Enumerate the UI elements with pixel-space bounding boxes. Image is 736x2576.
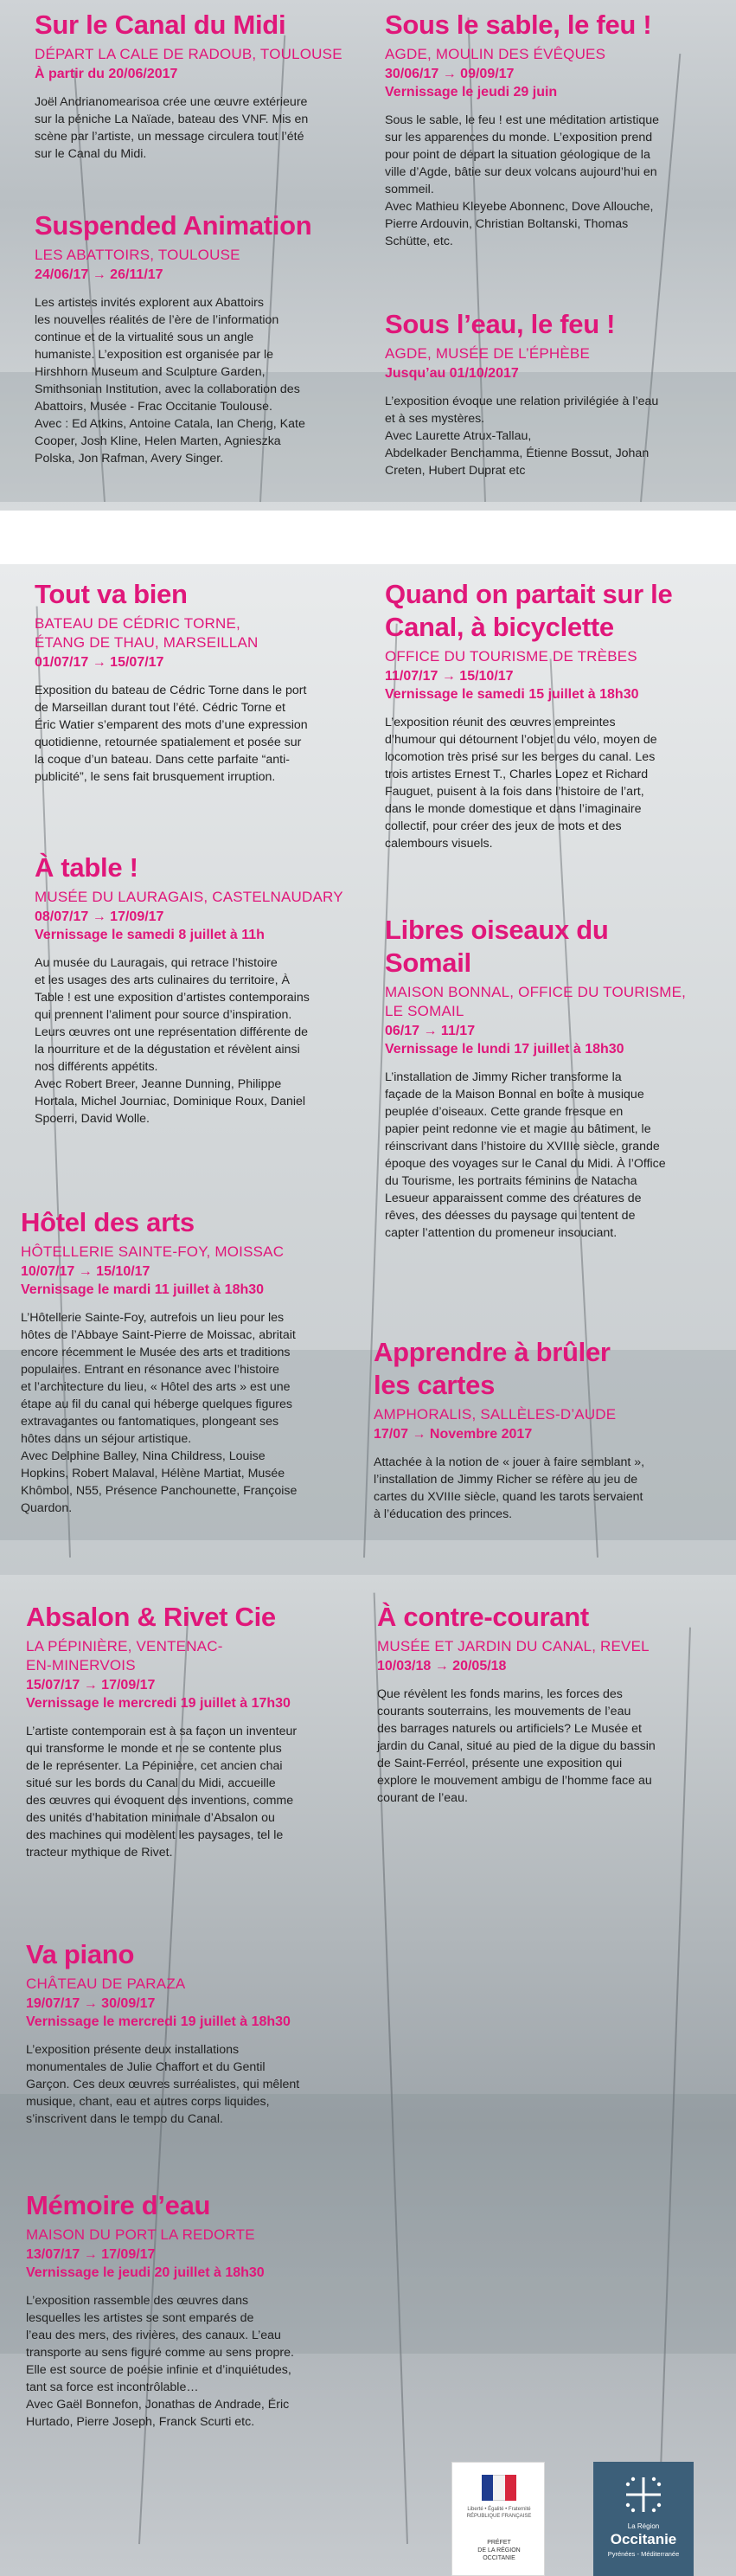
event-absalon-rivet-cie bbox=[26, 1601, 368, 1861]
event-hotel-des-arts bbox=[21, 1206, 367, 1517]
event-title: Hôtel des arts bbox=[21, 1207, 195, 1237]
event-dates: 13/07/17 → 17/09/17 bbox=[26, 2247, 156, 2262]
event-tout-va-bien bbox=[35, 578, 363, 786]
region-name: Occitanie bbox=[610, 2531, 677, 2547]
event-place: DÉPART LA CALE DE RADOUB, TOULOUSE bbox=[35, 46, 342, 62]
event-apprendre-a-bruler-les-cartes bbox=[374, 1336, 720, 1523]
event-description: L’exposition réunit des œuvres empreintes d’humour qui détournent l’objet du vélo, moyen de locomotion très prisé sur les berges du canal. Les trois artistes Ernest T., Charles Lopez et Richard Fauguet, puisent à la fois dans l’histoire de l’art, dans le monde domestique et dans l’imaginaire collectif, pour créer des jeux de mots et des calembours visuels. bbox=[385, 716, 657, 851]
event-title: Apprendre à brûler les cartes bbox=[374, 1337, 611, 1400]
event-title: Libres oiseaux du Somail bbox=[385, 915, 609, 978]
event-dates: 06/17 → 11/17 bbox=[385, 1024, 476, 1038]
event-description: L’installation de Jimmy Richer transforme la façade de la Maison Bonnal en boîte à musique peuplée d’oiseaux. Cette grande fresque en papier peint redonne vie et magie au bâtiment, le réinscrivant dans l’histoire du XVIIIe siècle, grande époque des voyages sur le Canal du Midi. À l’Office du Tourisme, les portraits féminins de Natacha Lesueur apparaissent comme des créatures de rêves, des déesses du paysage qui tentent de capter l’attention du promeneur insouciant. bbox=[385, 1070, 666, 1240]
event-libres-oiseaux-du-somail bbox=[385, 914, 726, 1242]
event-dates: 15/07/17 → 17/09/17 bbox=[26, 1678, 156, 1693]
event-dates: 24/06/17 → 26/11/17 bbox=[35, 267, 163, 282]
event-place: BATEAU DE CÉDRIC TORNE, ÉTANG DE THAU, MARSEILLAN bbox=[35, 615, 259, 651]
event-place: MUSÉE DU LAURAGAIS, CASTELNAUDARY bbox=[35, 889, 343, 905]
event-dates: Jusqu’au 01/10/2017 bbox=[385, 366, 519, 381]
event-dates: 10/07/17 → 15/10/17 bbox=[21, 1264, 150, 1279]
event-description: Joël Andrianomearisoa crée une œuvre extérieure sur la péniche La Naïade, bateau des VNF. Mis en scène par l’artiste, un message circulera tout l’été sur le Canal du Midi. bbox=[35, 95, 309, 161]
event-place: LA PÉPINIÈRE, VENTENAC- EN-MINERVOIS bbox=[26, 1638, 223, 1673]
event-title: Sous le sable, le feu ! bbox=[385, 10, 652, 40]
event-dates: À partir du 20/06/2017 bbox=[35, 67, 178, 81]
event-vernissage: Vernissage le lundi 17 juillet à 18h30 bbox=[385, 1042, 624, 1057]
event-dates: 30/06/17 → 09/09/17 bbox=[385, 67, 515, 81]
event-vernissage: Vernissage le samedi 8 juillet à 11h bbox=[35, 928, 265, 942]
event-place: OFFICE DU TOURISME DE TRÈBES bbox=[385, 648, 637, 665]
event-place: MUSÉE ET JARDIN DU CANAL, REVEL bbox=[377, 1638, 650, 1654]
event-dates: 17/07 → Novembre 2017 bbox=[374, 1427, 533, 1442]
event-va-piano bbox=[26, 1938, 368, 2128]
event-dates: 19/07/17 → 30/09/17 bbox=[26, 1996, 156, 2011]
event-vernissage: Vernissage le samedi 15 juillet à 18h30 bbox=[385, 687, 639, 702]
event-title: Va piano bbox=[26, 1939, 135, 1969]
event-description: L’exposition évoque une relation privilégiée à l’eau et à ses mystères. Avec Laurette Atrux-Tallau, Abdelkader Benchamma, Étienne Bossut, Johan Creten, Hubert Duprat etc bbox=[385, 395, 659, 478]
event-vernissage: Vernissage le jeudi 20 juillet à 18h30 bbox=[26, 2265, 265, 2280]
marianne-flag-icon bbox=[482, 2475, 516, 2501]
event-place: LES ABATTOIRS, TOULOUSE bbox=[35, 247, 240, 263]
event-title: À contre-courant bbox=[377, 1602, 589, 1632]
event-place: AMPHORALIS, SALLÈLES-D’AUDE bbox=[374, 1406, 617, 1423]
event-place: MAISON BONNAL, OFFICE DU TOURISME, LE SOMAIL bbox=[385, 984, 687, 1019]
event-title: Quand on partait sur le Canal, à bicyclette bbox=[385, 579, 673, 642]
event-dates: 08/07/17 → 17/09/17 bbox=[35, 909, 164, 924]
prefet-region-logo bbox=[451, 2462, 545, 2576]
region-subtitle: Pyrénées - Méditerranée bbox=[607, 2550, 680, 2558]
event-sur-le-canal-du-midi bbox=[35, 9, 363, 163]
event-vernissage: Vernissage le jeudi 29 juin bbox=[385, 85, 558, 100]
event-a-table bbox=[35, 851, 368, 1127]
event-title: Tout va bien bbox=[35, 579, 188, 609]
event-vernissage: Vernissage le mardi 11 juillet à 18h30 bbox=[21, 1282, 265, 1297]
event-place: AGDE, MUSÉE DE L’ÉPHÈBE bbox=[385, 345, 591, 362]
event-description: L’Hôtellerie Sainte-Foy, autrefois un lieu pour les hôtes de l’Abbaye Saint-Pierre de Moissac, abritait encore récemment le Musée des arts et traditions populaires. Entrant en résonance avec l’histoire et l’architecture du lieu, « Hôtel des arts » est une étape au fil du canal qui héberge quelques figures extravagantes ou fantomatiques, plongeant ses hôtes dans un séjour artistique. Avec Delphine Balley, Nina Childress, Louise Hopkins, Robert Malaval, Hélène Martiat, Musée Khômbol, N55, Présence Panchounette, Françoise Quardon. bbox=[21, 1311, 298, 1515]
event-sous-le-sable-le-feu bbox=[385, 9, 726, 250]
prefet-name: PRÉFET DE LA RÉGION OCCITANIE bbox=[477, 2540, 521, 2561]
event-dates: 10/03/18 → 20/05/18 bbox=[377, 1659, 507, 1673]
event-title: Suspended Animation bbox=[35, 210, 312, 241]
event-description: L’artiste contemporain est à sa façon un inventeur qui transforme le monde et ne se contente plus de le représenter. La Pépinière, cet ancien chai situé sur les bords du Canal du Midi, accueille des œuvres qui évoquent des inventions, comme des unités d’habitation minimale d’Absalon ou des machines qui modèlent les paysages, tel le tracteur mythique de Rivet. bbox=[26, 1725, 298, 1860]
band-separator bbox=[0, 511, 736, 564]
event-vernissage: Vernissage le mercredi 19 juillet à 18h30 bbox=[26, 2014, 291, 2029]
event-place: AGDE, MOULIN DES ÉVÊQUES bbox=[385, 46, 606, 62]
event-place: CHÂTEAU DE PARAZA bbox=[26, 1975, 186, 1992]
event-title: Absalon & Rivet Cie bbox=[26, 1602, 276, 1632]
event-suspended-animation bbox=[35, 209, 368, 467]
event-a-contre-courant bbox=[377, 1601, 723, 1807]
event-memoire-deau bbox=[26, 2189, 372, 2431]
event-description: L’exposition rassemble des œuvres dans lesquelles les artistes se sont emparés de l’eau des mers, des rivières, des canaux. L’eau transporte au sens figuré comme au sens propre. Elle est source de poésie infinie et d’inquiétudes, tant sa force est incontrôlable… Avec Gaël Bonnefon, Jonathas de Andrade, Éric Hurtado, Pierre Joseph, Franck Scurti etc. bbox=[26, 2294, 294, 2429]
event-description: Que révèlent les fonds marins, les forces des courants souterrains, les mouvements de l’eau des barrages naturels ou artificiels? Le Musée et jardin du Canal, situé au pied de la digue du bassin de Saint-Ferréol, présente une exposition qui explore le mouvement ambigu de l’homme face au courant de l’eau. bbox=[377, 1687, 656, 1805]
event-dates: 01/07/17 → 15/07/17 bbox=[35, 655, 164, 670]
event-description: Au musée du Lauragais, qui retrace l’histoire et les usages des arts culinaires du territoire, À Table ! est une exposition d’artistes contemporains qui prennent l’aliment pour source d’inspiration. Leurs œuvres ont une représentation différente de la nourriture et de la dégustation et révèlent ainsi nos différents appétits. Avec Robert Breer, Jeanne Dunning, Philippe Hortala, Michel Journiac, Dominique Roux, Daniel Spoerri, David Wolle. bbox=[35, 956, 310, 1126]
event-title: Sur le Canal du Midi bbox=[35, 10, 286, 40]
event-description: Exposition du bateau de Cédric Torne dans le port de Marseillan durant tout l’été. Cédric Torne et Éric Watier s’emparent des mots d’une expression quotidienne, retournée spatialement et posée sur la coque d’un bateau. Dans cette parfaite “anti- publicité”, le sens fait brusquement irruption. bbox=[35, 684, 308, 784]
event-description: Sous le sable, le feu ! est une méditation artistique sur les apparences du monde. L’exposition prend pour point de départ la situation géologique de la ville d’Agde, bâtie sur deux volcans aujourd’hui en sommeil. Avec Mathieu Kleyebe Abonnenc, Dove Allouche, Pierre Ardouvin, Christian Boltanski, Thomas Schütte, etc. bbox=[385, 113, 660, 248]
event-place: HÔTELLERIE SAINTE-FOY, MOISSAC bbox=[21, 1243, 285, 1260]
occitan-cross-icon bbox=[623, 2474, 664, 2515]
event-sous-leau-le-feu bbox=[385, 308, 726, 479]
event-title: À table ! bbox=[35, 852, 138, 883]
event-place: MAISON DU PORT LA REDORTE bbox=[26, 2226, 255, 2243]
event-quand-on-partait bbox=[385, 578, 726, 852]
event-description: Les artistes invités explorent aux Abattoirs les nouvelles réalités de l’ère de l’information continue et de la virtualité sous un angle humaniste. L’exposition est organisée par le Hirshhorn Museum and Sculpture Garden, Smithsonian Institution, avec la collaboration des Abattoirs, Musée - Frac Occitanie Toulouse. Avec : Ed Atkins, Antoine Catala, Ian Cheng, Kate Cooper, Josh Kline, Helen Marten, Agnieszka Polska, Jon Rafman, Avery Singer. bbox=[35, 296, 305, 466]
event-description: L’exposition présente deux installations monumentales de Julie Chaffort et du Gentil Garçon. Ces deux œuvres surréalistes, qui mêlent musique, chant, eau et autres corps liquides, s’inscrivent dans le tempo du Canal. bbox=[26, 2043, 300, 2126]
republic-motto: Liberté • Égalité • Fraternité RÉPUBLIQUE FRANÇAISE bbox=[466, 2507, 532, 2519]
region-occitanie-logo bbox=[593, 2462, 694, 2576]
event-title: Sous l’eau, le feu ! bbox=[385, 309, 616, 339]
event-description: Attachée à la notion de « jouer à faire semblant », l’installation de Jimmy Richer se réfère au jeu de cartes du XVIIIe siècle, quand les tarots servaient à l’éducation des princes. bbox=[374, 1455, 645, 1521]
event-title: Mémoire d’eau bbox=[26, 2190, 211, 2220]
event-vernissage: Vernissage le mercredi 19 juillet à 17h30 bbox=[26, 1696, 291, 1711]
region-label: La Région bbox=[627, 2522, 660, 2530]
event-dates: 11/07/17 → 15/10/17 bbox=[385, 669, 514, 684]
